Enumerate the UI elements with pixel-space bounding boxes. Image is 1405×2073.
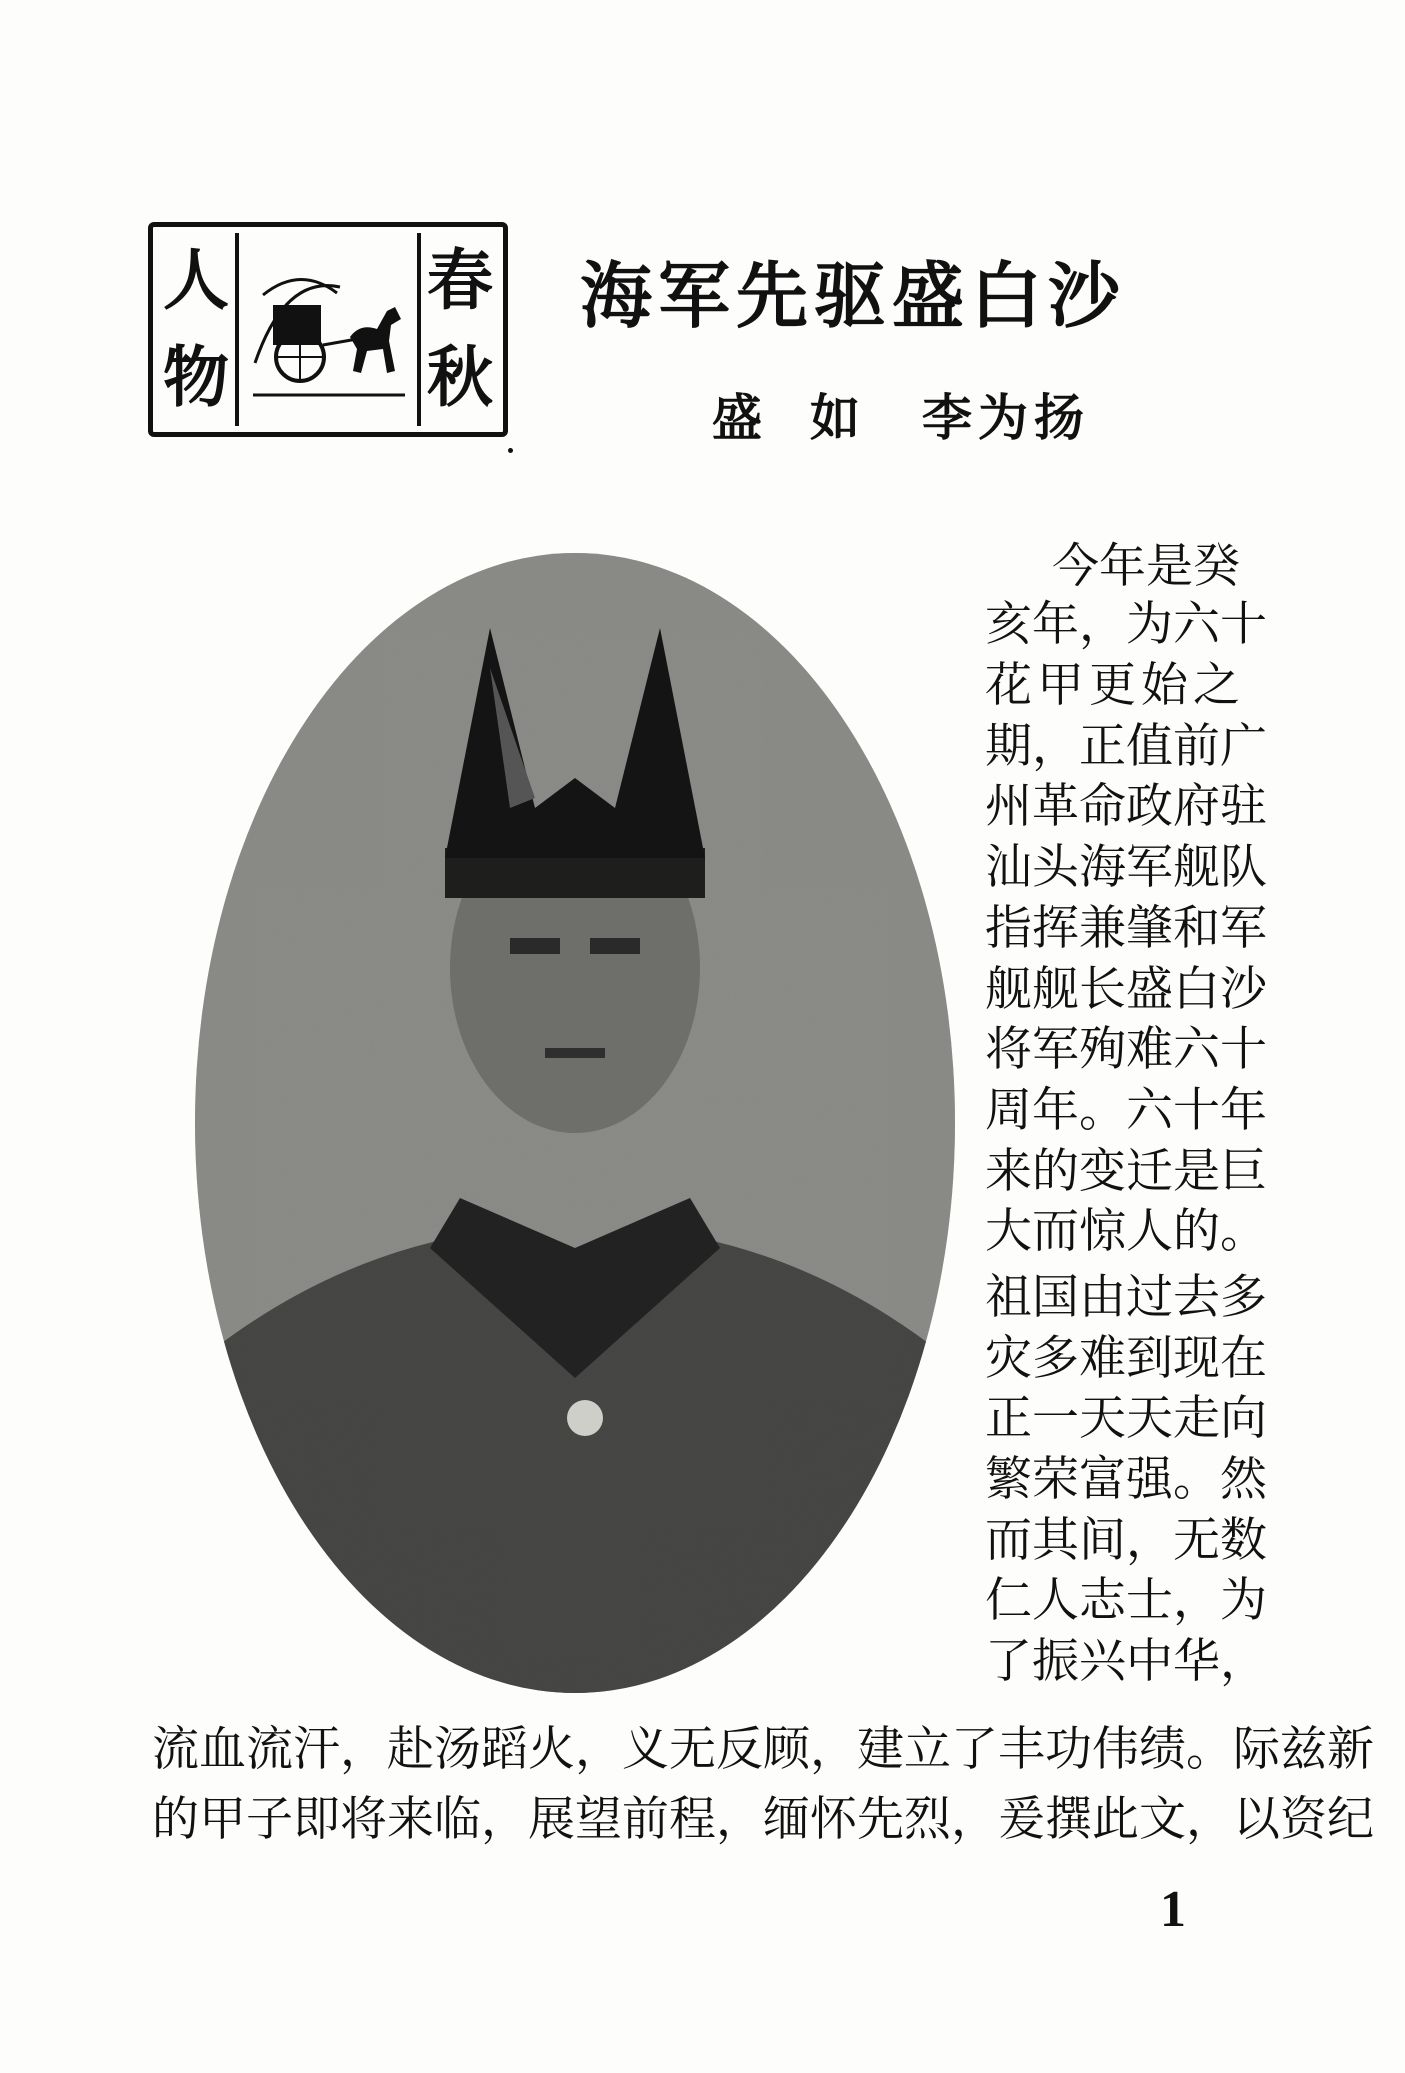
text-line: 大而惊人的。 xyxy=(985,1204,1267,1259)
text-line: 正一天天走向 xyxy=(985,1391,1267,1446)
text-line: 祖国由过去多 xyxy=(985,1270,1267,1325)
logo-left-label xyxy=(157,233,239,426)
horse-drawn-carriage-icon xyxy=(245,245,411,414)
text-line: 亥年，为六十 xyxy=(985,597,1267,652)
text-line: 流血流汗，赴汤蹈火，义无反顾，建立了丰功伟绩。际兹新 xyxy=(152,1722,1374,1777)
page-number: 1 xyxy=(1160,1881,1186,1938)
text-line: 了振兴中华， xyxy=(985,1634,1267,1689)
author-name: 李为扬 xyxy=(922,389,1090,447)
text-line: 的甲子即将来临，展望前程，缅怀先烈，爰撰此文，以资纪 xyxy=(152,1792,1374,1847)
author-name: 盛如 xyxy=(712,389,908,447)
logo-char: 人 xyxy=(163,242,229,320)
text-line: 仁人志士，为 xyxy=(985,1573,1267,1628)
text-line: 来的变迁是巨 xyxy=(985,1144,1267,1199)
logo-char: 春 xyxy=(427,242,493,320)
article-title: 海军先驱盛白沙 xyxy=(580,254,1127,338)
text-line: 将军殉难六十 xyxy=(985,1022,1267,1077)
text-line: 指挥兼肇和军 xyxy=(985,901,1267,956)
text-line: 周年。六十年 xyxy=(985,1083,1267,1138)
logo-char: 秋 xyxy=(427,338,493,416)
text-line: 而其间，无数 xyxy=(985,1513,1267,1568)
text-line: 今年是癸 xyxy=(1052,539,1240,594)
text-line: 州革命政府驻 xyxy=(985,779,1267,834)
text-line: 灾多难到现在 xyxy=(985,1331,1267,1386)
text-line: 舰舰长盛白沙 xyxy=(985,962,1267,1017)
print-speck xyxy=(508,448,513,453)
oval-portrait-of-naval-officer xyxy=(190,548,960,1698)
logo-char: 物 xyxy=(163,338,229,416)
text-line: 期，正值前广 xyxy=(985,719,1267,774)
logo-right-label xyxy=(417,233,499,426)
text-line: 繁荣富强。然 xyxy=(985,1452,1267,1507)
text-line: 汕头海军舰队 xyxy=(985,840,1267,895)
column-logo xyxy=(148,222,508,437)
text-line: 花甲更始之 xyxy=(985,658,1240,713)
